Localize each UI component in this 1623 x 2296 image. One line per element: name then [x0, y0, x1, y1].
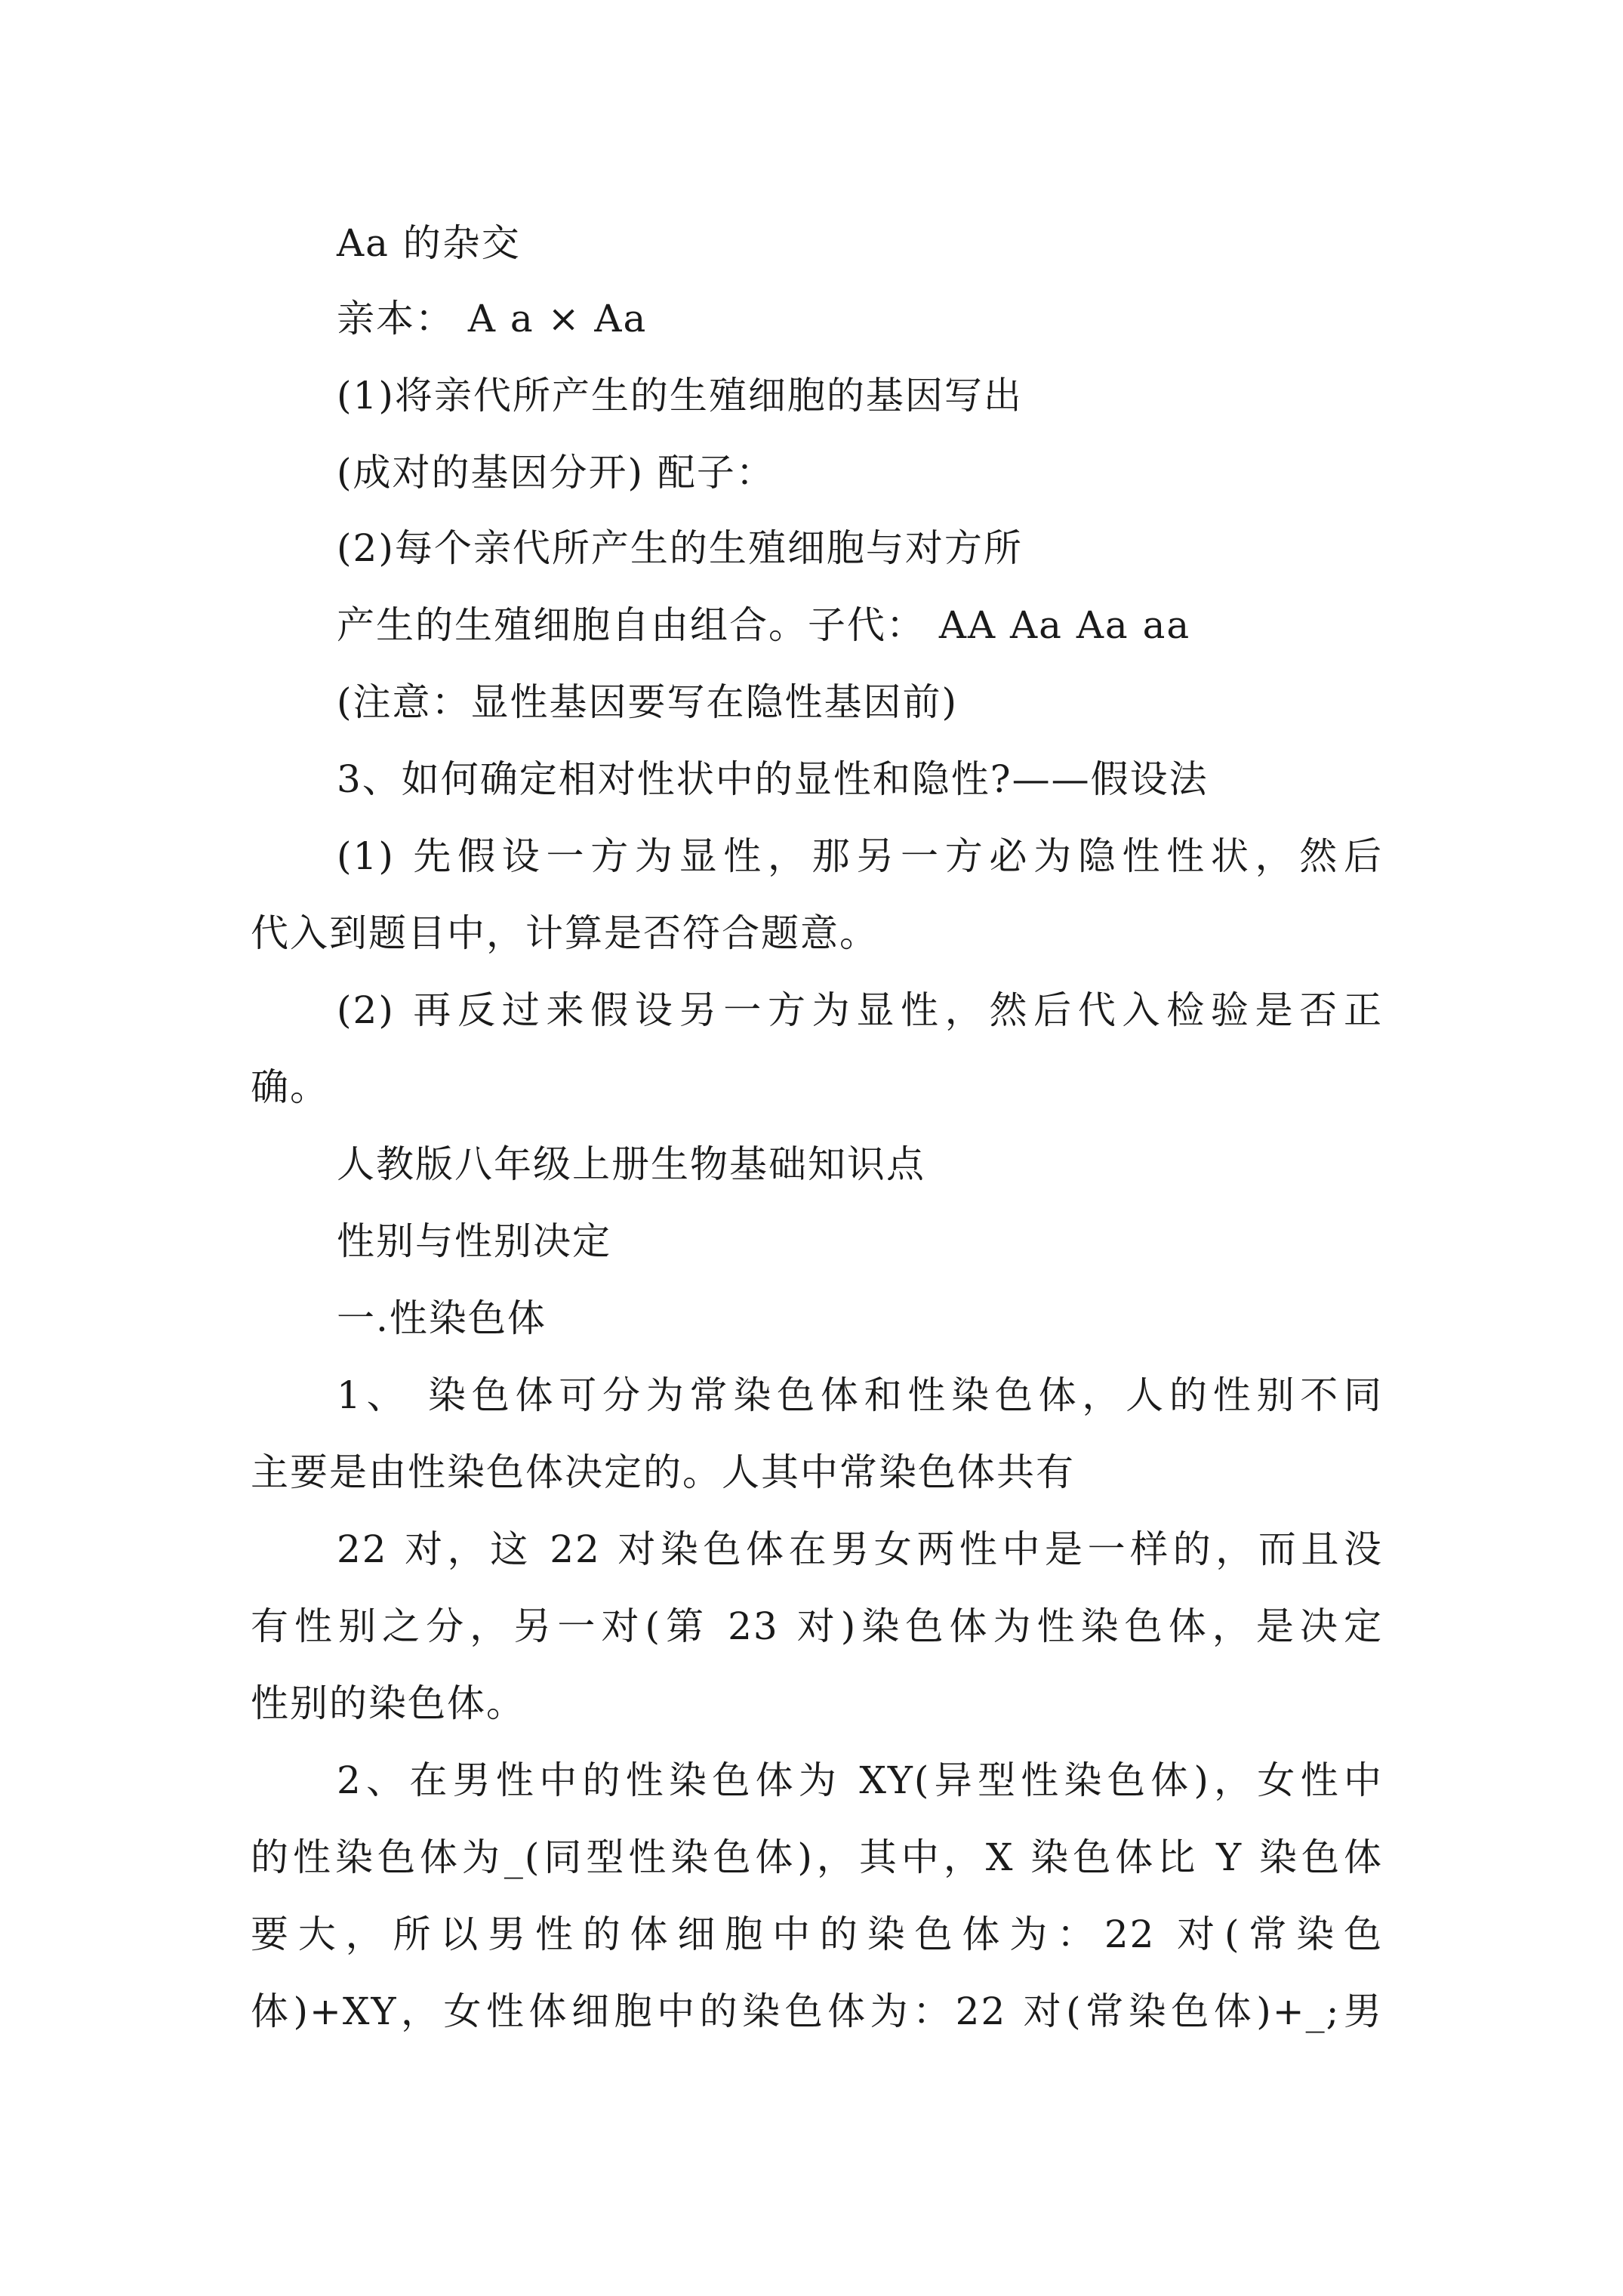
text-line: 体)+XY，女性体细胞中的染色体为：22 对(常染色体)+_;男 — [251, 1989, 1383, 2033]
text-line: 有性别之分，另一对(第 23 对)染色体为性染色体，是决定 — [251, 1604, 1383, 1648]
text-line: (2)每个亲代所产生的生殖细胞与对方所 — [337, 526, 1023, 570]
text-line: Aa 的杂交 — [337, 221, 521, 265]
text-line: 性别的染色体。 — [251, 1681, 525, 1725]
text-line: 3、如何确定相对性状中的显性和隐性?——假设法 — [337, 757, 1209, 801]
text-line: 22 对，这 22 对染色体在男女两性中是一样的，而且没 — [337, 1527, 1383, 1571]
text-line: 产生的生殖细胞自由组合。子代： AA Aa Aa aa — [337, 603, 1191, 647]
text-line: 1、 染色体可分为常染色体和性染色体，人的性别不同 — [337, 1373, 1383, 1417]
text-line: 性别与性别决定 — [337, 1219, 611, 1263]
text-line: 要大，所以男性的体细胞中的染色体为：22 对(常染色 — [251, 1912, 1383, 1956]
text-line: (注意：显性基因要写在隐性基因前) — [337, 680, 959, 724]
text-line: (2) 再反过来假设另一方为显性，然后代入检验是否正 — [337, 988, 1383, 1032]
text-line: 人教版八年级上册生物基础知识点 — [337, 1142, 925, 1186]
text-line: 代入到题目中，计算是否符合题意。 — [251, 911, 879, 955]
text-line: 主要是由性染色体决定的。人其中常染色体共有 — [251, 1450, 1075, 1494]
text-line: 一.性染色体 — [337, 1296, 547, 1340]
text-line: 确。 — [251, 1065, 329, 1109]
text-line: 亲本： A a × Aa — [337, 297, 648, 341]
text-line: 2、在男性中的性染色体为 XY(异型性染色体)，女性中 — [337, 1758, 1383, 1802]
text-line: (1) 先假设一方为显性，那另一方必为隐性性状，然后 — [337, 834, 1383, 878]
text-line: (1)将亲代所产生的生殖细胞的基因写出 — [337, 374, 1023, 418]
text-line: (成对的基因分开) 配子： — [337, 451, 775, 495]
text-line: 的性染色体为_(同型性染色体)，其中，X 染色体比 Y 染色体 — [251, 1835, 1383, 1879]
